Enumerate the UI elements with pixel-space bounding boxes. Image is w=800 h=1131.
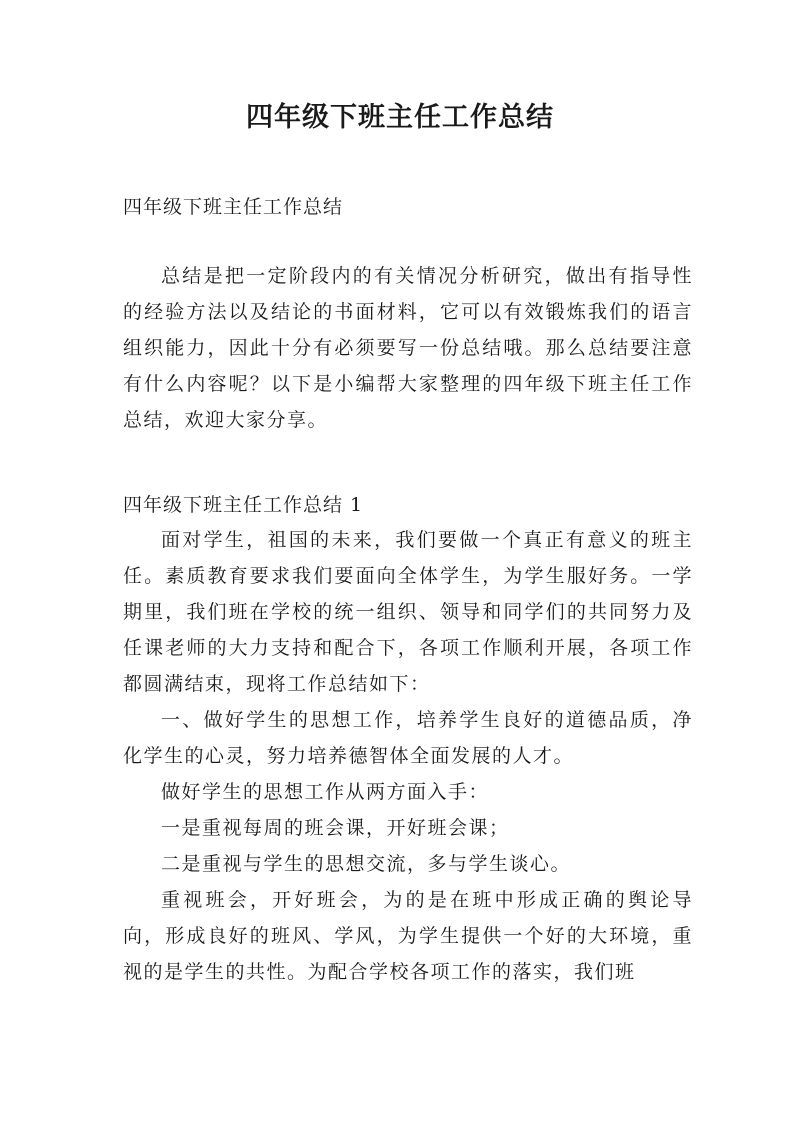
intro-paragraph: 总结是把一定阶段内的有关情况分析研究，做出有指导性的经验方法以及结论的书面材料，它可以有效锻炼我们的语言组织能力，因此十分有必须要写一份总结哦。那么总结要注意有什么内容呢？以下是小编帮大家整理的四年级下班主任工作总结，欢迎大家分享。	[123, 265, 693, 431]
document-title: 四年级下班主任工作总结	[246, 102, 554, 133]
body-paragraph: 做好学生的思想工作从两方面入手：	[161, 781, 490, 803]
section-1-title: 四年级下班主任工作总结 1	[123, 494, 364, 516]
body-paragraph: 一是重视每周的班会课，开好班会课；	[161, 817, 510, 839]
body-paragraph: 二是重视与学生的思想交流，多与学生谈心。	[161, 853, 572, 875]
body-paragraph: 重视班会，开好班会，为的是在班中形成正确的舆论导向，形成良好的班风、学风，为学生提供一个好的大环境，重视的是学生的共性。为配合学校各项工作的落实，我们班	[123, 889, 693, 983]
document-subtitle: 四年级下班主任工作总结	[123, 196, 344, 218]
section-1-body	[123, 522, 693, 990]
body-paragraph: 一、做好学生的思想工作，培养学生良好的道德品质，净化学生的心灵，努力培养德智体全面发展的人才。	[123, 709, 693, 767]
body-paragraph: 面对学生，祖国的未来，我们要做一个真正有意义的班主任。素质教育要求我们要面向全体学生，为学生服好务。一学期里，我们班在学校的统一组织、领导和同学们的共同努力及任课老师的大力支持和配合下，各项工作顺利开展，各项工作都圆满结束，现将工作总结如下：	[123, 529, 693, 695]
